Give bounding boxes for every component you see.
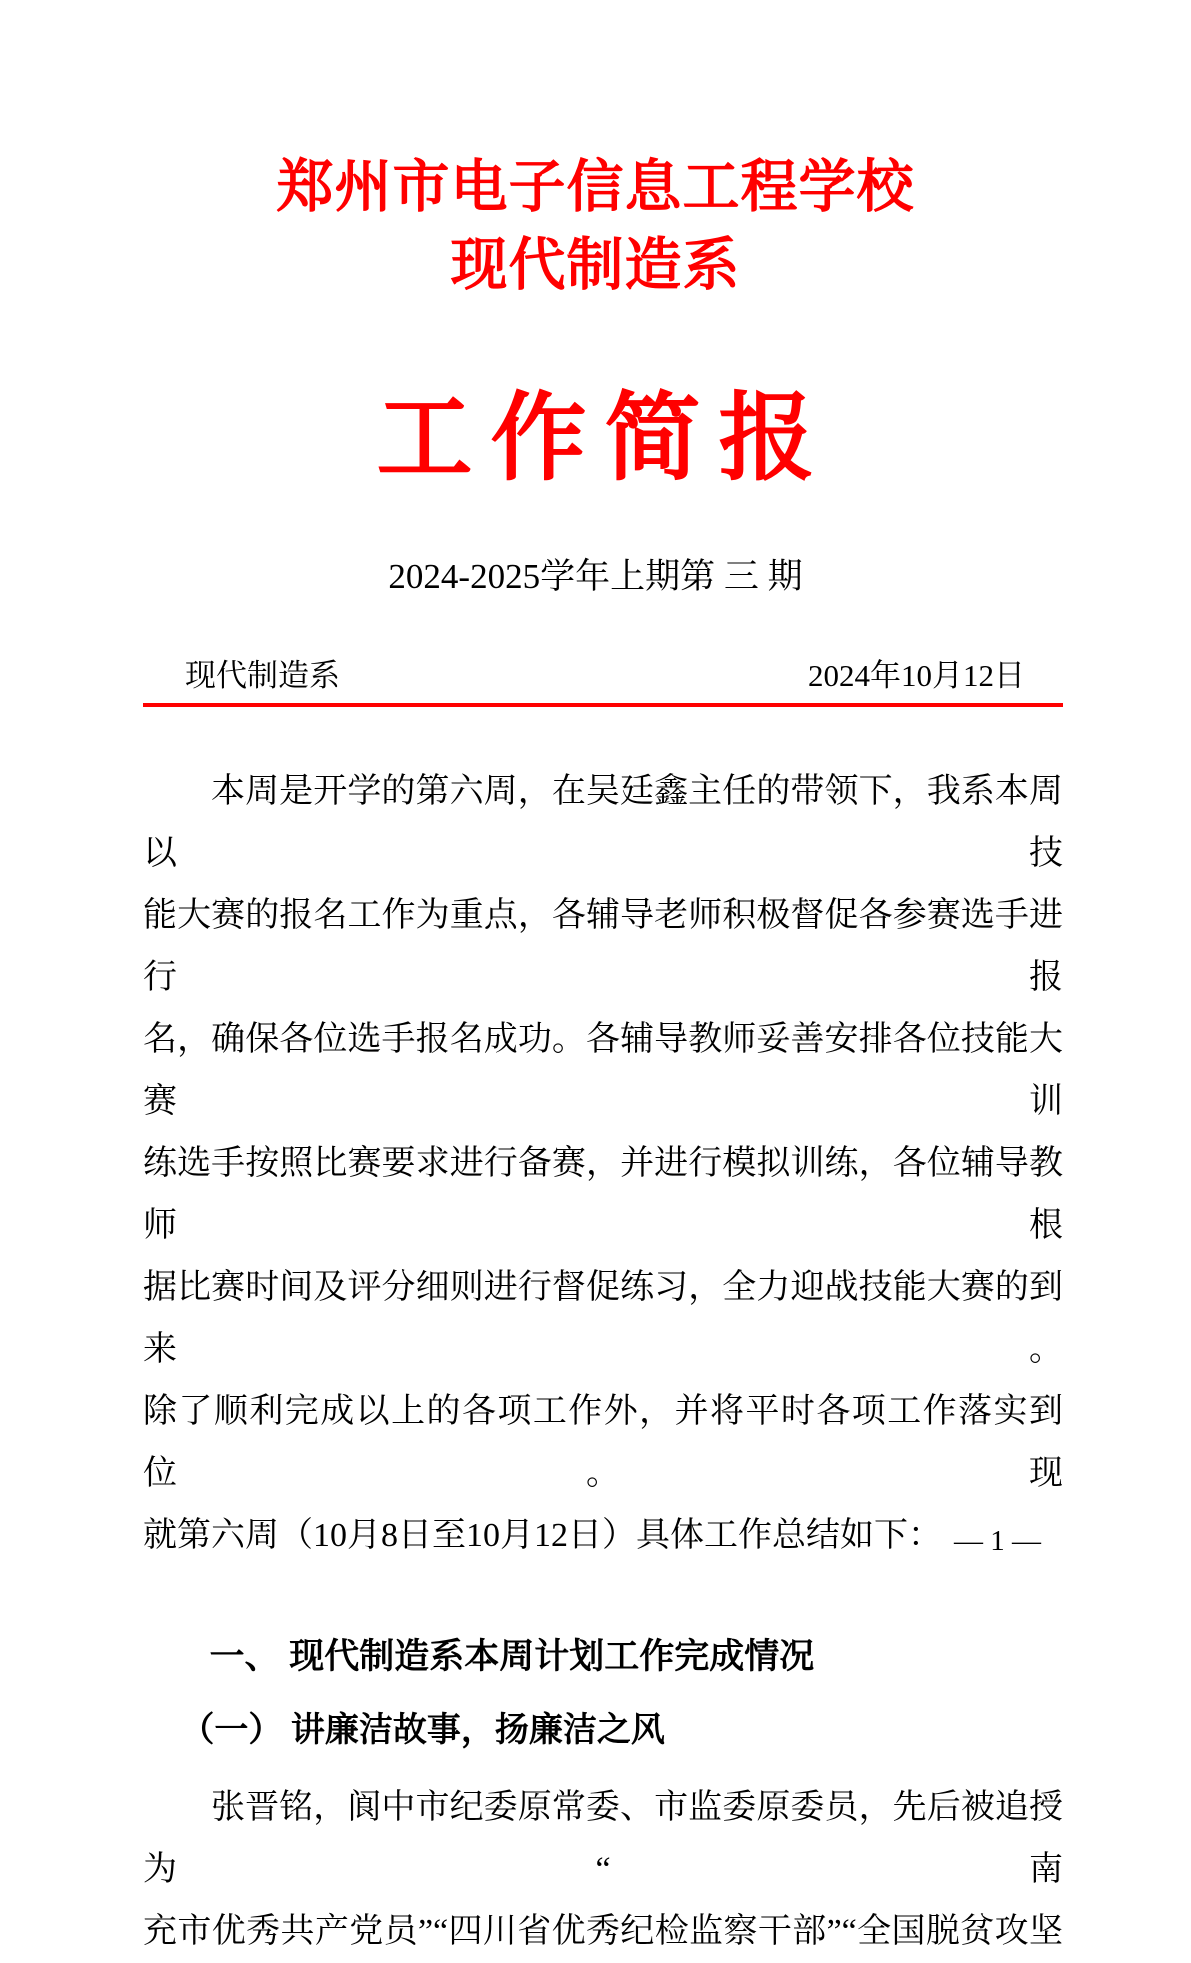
masthead-issuer: 现代制造系 <box>185 658 340 693</box>
document-body <box>143 761 1063 1963</box>
body-line: 张晋铭，阆中市纪委原常委、市监委原委员，先后被追授为“南 <box>143 1789 1063 1888</box>
intro-paragraph <box>143 761 1063 1567</box>
document-header <box>0 0 1191 598</box>
masthead-row <box>143 656 1063 696</box>
body-line: 练选手按照比赛要求进行备赛，并进行模拟训练，各位辅导教师根 <box>143 1145 1063 1244</box>
red-divider-line <box>143 703 1063 707</box>
story-paragraph <box>143 1777 1063 1963</box>
body-line: 名，确保各位选手报名成功。各辅导教师妥善安排各位技能大赛训 <box>143 1021 1063 1120</box>
body-line: 本周是开学的第六周，在吴廷鑫主任的带领下，我系本周以技 <box>143 773 1063 872</box>
body-line: 就第六周（10月8日至10月12日）具体工作总结如下： <box>143 1517 942 1554</box>
page-number: — 1 — <box>954 1525 1041 1557</box>
school-name-title: 郑州市电子信息工程学校 <box>276 155 915 219</box>
body-line: 除了顺利完成以上的各项工作外，并将平时各项工作落实到位。现 <box>143 1393 1063 1492</box>
doc-title: 工作简报 <box>376 381 833 494</box>
body-line: 据比赛时间及评分细则进行督促练习，全力迎战技能大赛的到来。 <box>143 1269 1063 1368</box>
body-line: 能大赛的报名工作为重点，各辅导老师积极督促各参赛选手进行报 <box>143 897 1063 996</box>
body-line: 充市优秀共产党员”“四川省优秀纪检监察干部”“全国脱贫攻坚 <box>143 1913 1063 1950</box>
section-subheading: （一） 讲廉洁故事，扬廉洁之风 <box>180 1712 665 1749</box>
masthead-date: 2024年10月12日 <box>808 658 1025 693</box>
department-name-title: 现代制造系 <box>450 233 741 297</box>
section-heading: 一、 现代制造系本周计划工作完成情况 <box>209 1637 815 1676</box>
issue-line: 2024-2025学年上期第 三 期 <box>388 557 803 596</box>
